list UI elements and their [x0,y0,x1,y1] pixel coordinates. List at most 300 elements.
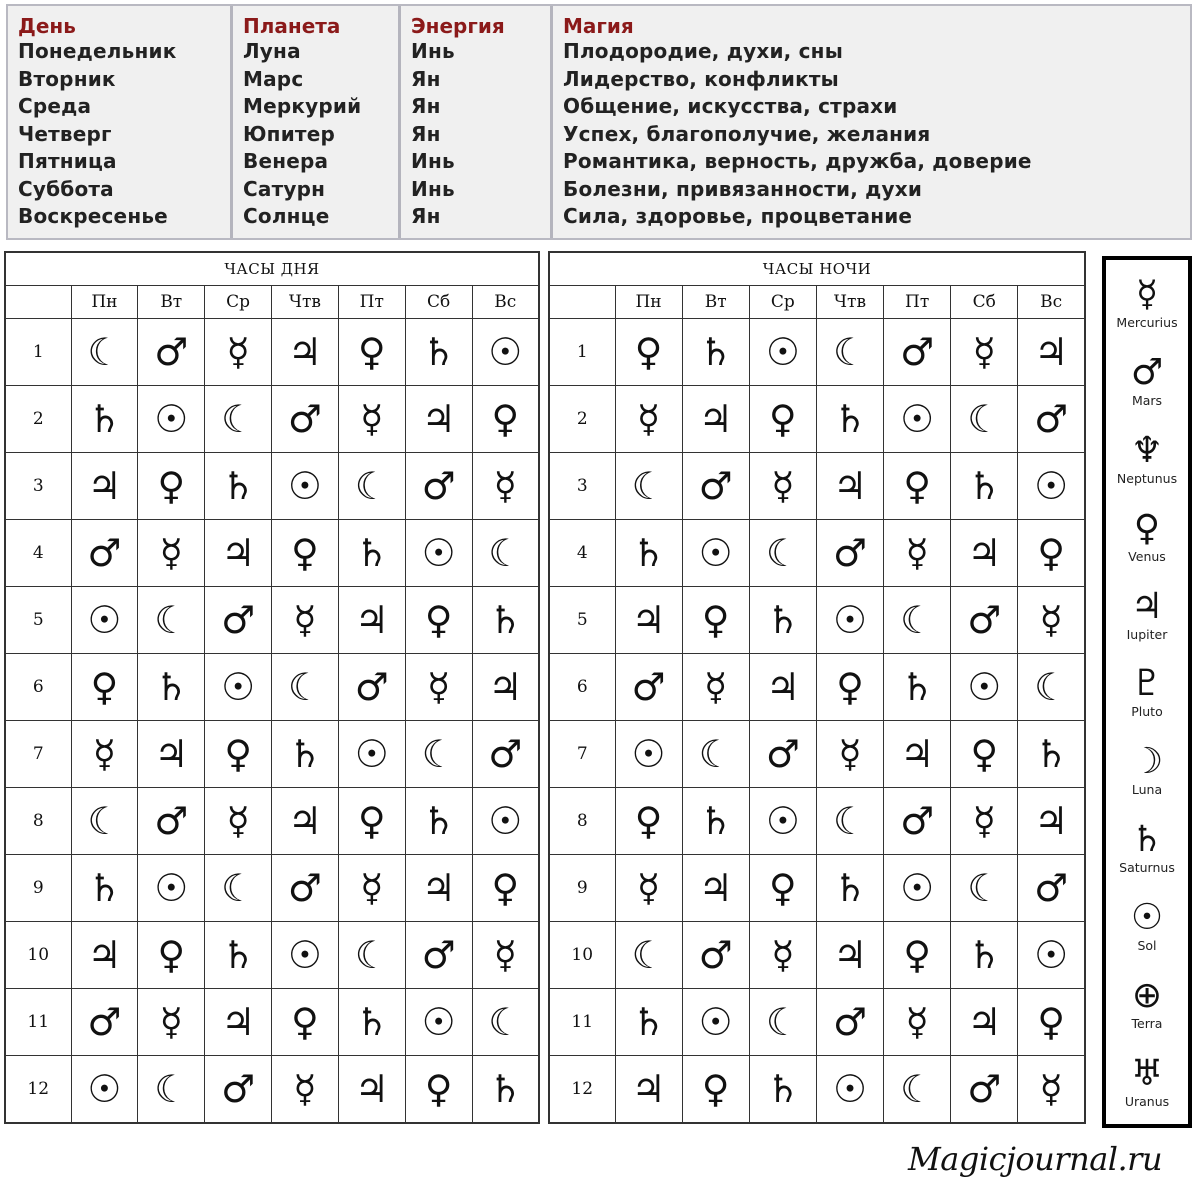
planet-symbol-cell: ♂ [1018,386,1085,453]
hour-number: 4 [5,520,71,587]
planet-column [230,6,398,238]
planet-symbol-cell: ♃ [205,989,272,1056]
weekday-header: Чтв [816,286,883,319]
planet-symbol-legend [1102,256,1192,1128]
planet-symbol-cell: ☉ [472,788,539,855]
planet-symbol-cell: ♀ [884,922,951,989]
planet-symbol-cell: ♄ [951,922,1018,989]
planet-symbol-cell: ☉ [272,922,339,989]
magic-cell: Успех, благополучие, желания [563,121,931,146]
planet-symbol-cell: ☿ [615,855,682,922]
planet-symbol-cell: ☾ [749,520,816,587]
planet-symbol-cell: ♄ [816,386,883,453]
planet-symbol-cell: ♄ [205,922,272,989]
planet-symbol-cell: ♂ [749,721,816,788]
hour-number: 1 [5,319,71,386]
planet-symbol-cell: ☿ [682,654,749,721]
hour-row [549,319,1085,386]
hour-number: 2 [5,386,71,453]
planet-symbol-cell: ☿ [71,721,138,788]
planet-symbol-cell: ☾ [205,386,272,453]
planet-latin-name: Uranus [1124,1093,1170,1109]
planet-symbol-cell: ☾ [884,1056,951,1124]
planet-symbol-cell: ☿ [951,788,1018,855]
planet-symbol-cell: ☉ [405,989,472,1056]
legend-item [1131,353,1163,408]
hour-row [5,453,539,520]
planet-symbol-cell: ☾ [951,386,1018,453]
planet-symbol-icon: ♀ [1133,507,1161,549]
planet-symbol-cell: ♂ [405,453,472,520]
planet-symbol-cell: ♀ [138,922,205,989]
planet-symbol-cell: ♂ [682,453,749,520]
magic-cell: Сила, здоровье, процветание [563,204,913,228]
planet-symbol-cell: ☉ [71,587,138,654]
hour-row [5,587,539,654]
weekday-header: Вс [472,286,539,319]
magic-column [550,6,1190,238]
planet-symbol-cell: ♂ [951,1056,1018,1124]
hour-row [5,855,539,922]
planet-symbol-cell: ☿ [472,453,539,520]
weekday-header: Пн [71,286,138,319]
planet-symbol-cell: ♀ [884,453,951,520]
planet-symbol-cell: ♄ [338,520,405,587]
planet-symbol-cell: ♃ [682,855,749,922]
hour-number: 9 [5,855,71,922]
hour-number: 8 [549,788,615,855]
corner-cell [549,286,615,319]
hour-row [5,922,539,989]
planet-symbol-cell: ☾ [71,319,138,386]
planet-symbol-cell: ♂ [71,989,138,1056]
planet-symbol-cell: ☉ [205,654,272,721]
planet-cell: Юпитер [243,121,335,146]
planet-symbol-cell: ♀ [272,520,339,587]
planet-symbol-cell: ☉ [272,453,339,520]
hour-number: 8 [5,788,71,855]
planet-symbol-cell: ♃ [1018,788,1085,855]
planet-symbol-cell: ♀ [1018,989,1085,1056]
legend-item [1125,1054,1169,1109]
day-cell: Воскресенье [18,204,168,228]
weekday-header: Пт [338,286,405,319]
planet-symbol-cell: ♃ [951,989,1018,1056]
planet-symbol-cell: ☾ [816,319,883,386]
planet-symbol-cell: ♄ [951,453,1018,520]
planet-symbol-cell: ♂ [205,587,272,654]
planet-symbol-cell: ☾ [338,922,405,989]
hour-number: 5 [549,587,615,654]
planet-symbol-cell: ☉ [338,721,405,788]
planet-symbol-cell: ♀ [272,989,339,1056]
planet-symbol-cell: ♃ [682,386,749,453]
hour-row [549,386,1085,453]
hour-number: 9 [549,855,615,922]
planet-symbol-cell: ♄ [615,520,682,587]
planet-latin-name: Luna [1131,782,1163,798]
planet-symbol-cell: ♃ [138,721,205,788]
planet-symbol-cell: ♂ [272,855,339,922]
energy-cell: Инь [411,39,455,63]
planet-latin-name: Terra [1131,1015,1163,1031]
planet-symbol-cell: ♂ [138,788,205,855]
planet-symbol-cell: ☾ [472,989,539,1056]
hour-number: 4 [549,520,615,587]
planet-symbol-icon: ♅ [1130,1052,1164,1094]
planet-symbol-cell: ♀ [138,453,205,520]
planet-symbol-cell: ☾ [138,587,205,654]
planet-symbol-cell: ♄ [272,721,339,788]
hour-number: 3 [549,453,615,520]
hour-row [549,989,1085,1056]
planet-symbol-cell: ♃ [951,520,1018,587]
planet-symbol-cell: ☿ [1018,1056,1085,1124]
planet-symbol-cell: ☾ [816,788,883,855]
planet-symbol-icon: ♆ [1130,430,1164,472]
hour-number: 5 [5,587,71,654]
planet-symbol-cell: ☉ [71,1056,138,1124]
planet-symbol-cell: ♃ [338,1056,405,1124]
planet-symbol-cell: ♄ [138,654,205,721]
planet-latin-name: Pluto [1131,704,1163,720]
planet-symbol-cell: ☉ [682,520,749,587]
planet-symbol-cell: ♀ [682,1056,749,1124]
legend-item [1127,587,1168,642]
planet-symbol-cell: ☉ [884,386,951,453]
hour-number: 11 [549,989,615,1056]
planet-latin-name: Venus [1128,548,1166,564]
planet-symbol-cell: ♄ [338,989,405,1056]
day-cell: Пятница [18,149,117,173]
planet-symbol-cell: ♄ [816,855,883,922]
weekday-header: Ср [205,286,272,319]
planet-symbol-cell: ♀ [615,319,682,386]
planet-symbol-cell: ☿ [405,654,472,721]
hour-number: 2 [549,386,615,453]
hour-number: 1 [549,319,615,386]
weekday-header: Ср [749,286,816,319]
planet-symbol-cell: ♃ [816,922,883,989]
planet-symbol-cell: ♃ [1018,319,1085,386]
planet-latin-name: Mercurius [1116,315,1178,331]
day-cell: Суббота [18,176,114,201]
planet-symbol-cell: ♃ [272,788,339,855]
legend-item [1119,820,1175,875]
planet-symbol-cell: ♂ [405,922,472,989]
hour-number: 6 [549,654,615,721]
planet-symbol-cell: ♂ [816,520,883,587]
planet-symbol-cell: ☿ [884,520,951,587]
hour-row [549,654,1085,721]
planet-symbol-cell: ☾ [205,855,272,922]
planet-symbol-cell: ♄ [682,319,749,386]
planet-symbol-cell: ♃ [405,855,472,922]
planet-symbol-cell: ♀ [338,319,405,386]
planet-symbol-cell: ☉ [884,855,951,922]
planet-symbol-cell: ♄ [472,587,539,654]
planet-symbol-cell: ♂ [272,386,339,453]
hour-row [5,989,539,1056]
day-header: День [18,14,76,38]
hour-row [5,520,539,587]
day-hours-body [5,319,539,1124]
planet-symbol-cell: ♀ [405,1056,472,1124]
planet-symbol-cell: ☾ [682,721,749,788]
planet-symbol-cell: ☉ [816,1056,883,1124]
planet-symbol-cell: ☉ [816,587,883,654]
planet-symbol-cell: ☿ [338,855,405,922]
planet-symbol-cell: ♀ [749,855,816,922]
planet-cell: Меркурий [243,94,362,118]
hour-row [5,319,539,386]
planet-symbol-cell: ☾ [884,587,951,654]
planet-latin-name: Iupiter [1126,626,1168,642]
planet-symbol-cell: ♀ [615,788,682,855]
planet-latin-name: Sol [1137,937,1157,953]
planet-symbol-icon: ☽ [1130,741,1164,783]
planet-symbol-cell: ♃ [749,654,816,721]
planet-symbol-cell: ♂ [138,319,205,386]
planet-symbol-icon: ♂ [1130,352,1164,394]
legend-item [1131,742,1163,797]
planet-symbol-cell: ☿ [472,922,539,989]
hour-row [549,721,1085,788]
planet-symbol-cell: ♀ [472,855,539,922]
planet-symbol-cell: ☉ [951,654,1018,721]
weekday-header: Вс [1018,286,1085,319]
hour-row [549,587,1085,654]
energy-cell: Ян [411,94,441,118]
planet-symbol-cell: ☉ [1018,922,1085,989]
planet-symbol-cell: ☾ [615,453,682,520]
legend-item [1116,275,1177,330]
planet-symbol-cell: ☾ [272,654,339,721]
planet-symbol-cell: ♄ [749,1056,816,1124]
planet-symbol-cell: ☉ [472,319,539,386]
day-hours-table [4,251,540,1124]
planet-symbol-cell: ♄ [405,319,472,386]
weekday-header: Пн [615,286,682,319]
legend-item [1131,898,1163,953]
planet-symbol-cell: ♃ [71,922,138,989]
planet-symbol-cell: ☉ [405,520,472,587]
planet-symbol-icon: ☿ [1135,274,1159,316]
hour-number: 7 [549,721,615,788]
planet-symbol-cell: ☿ [1018,587,1085,654]
night-hours-title: ЧАСЫ НОЧИ [549,252,1085,286]
energy-header: Энергия [411,14,505,38]
planet-symbol-cell: ☿ [615,386,682,453]
planet-symbol-cell: ♀ [1018,520,1085,587]
planet-symbol-cell: ♄ [71,855,138,922]
planet-symbol-cell: ♂ [816,989,883,1056]
planet-symbol-cell: ♂ [1018,855,1085,922]
planet-symbol-cell: ♄ [1018,721,1085,788]
planet-symbol-cell: ♂ [884,788,951,855]
night-hours-table [548,251,1086,1124]
planet-symbol-cell: ♂ [205,1056,272,1124]
weekday-header: Вт [682,286,749,319]
planet-latin-name: Mars [1131,393,1163,409]
planet-cell: Сатурн [243,176,326,201]
planet-symbol-icon: ♇ [1130,663,1164,705]
planet-cell: Солнце [243,204,330,228]
planet-symbol-cell: ♂ [338,654,405,721]
planet-day-table [6,4,1192,240]
planet-symbol-cell: ♄ [205,453,272,520]
hour-number: 12 [549,1056,615,1124]
magic-cell: Общение, искусства, страхи [563,94,898,118]
planet-symbol-cell: ♄ [682,788,749,855]
planet-symbol-cell: ☾ [951,855,1018,922]
planet-symbol-cell: ☿ [205,788,272,855]
planet-symbol-cell: ☾ [1018,654,1085,721]
planet-symbol-cell: ♂ [472,721,539,788]
site-watermark: Magicjournal.ru [908,1140,1163,1178]
hour-row [5,788,539,855]
weekday-header: Вт [138,286,205,319]
planet-symbol-cell: ☿ [749,922,816,989]
planet-symbol-cell: ☾ [472,520,539,587]
planet-symbol-cell: ☉ [138,855,205,922]
energy-column [398,6,550,238]
planet-symbol-cell: ♃ [884,721,951,788]
planet-symbol-cell: ☿ [816,721,883,788]
hour-number: 7 [5,721,71,788]
hour-number: 11 [5,989,71,1056]
magic-header: Магия [563,14,634,38]
day-cell: Среда [18,94,92,118]
planet-symbol-cell: ♄ [472,1056,539,1124]
planet-symbol-cell: ☿ [272,587,339,654]
planet-symbol-cell: ♂ [71,520,138,587]
planet-symbol-cell: ☿ [205,319,272,386]
weekday-header: Сб [405,286,472,319]
planet-symbol-cell: ☾ [138,1056,205,1124]
hour-row [549,922,1085,989]
planet-latin-name: Saturnus [1119,860,1175,876]
hour-row [5,1056,539,1124]
magic-cell: Плодородие, духи, сны [563,39,843,63]
planet-symbol-cell: ♀ [951,721,1018,788]
planet-symbol-cell: ♀ [405,587,472,654]
legend-item [1117,431,1177,486]
planet-latin-name: Neptunus [1116,471,1178,487]
planet-symbol-cell: ☉ [1018,453,1085,520]
planet-cell: Марс [243,66,304,91]
planet-symbol-cell: ♃ [405,386,472,453]
day-cell: Вторник [18,66,116,91]
energy-cell: Ян [411,66,441,91]
planet-symbol-cell: ♂ [884,319,951,386]
hour-row [5,654,539,721]
hour-row [549,520,1085,587]
planet-symbol-cell: ☾ [71,788,138,855]
planet-symbol-cell: ☉ [138,386,205,453]
planet-symbol-cell: ♃ [272,319,339,386]
hour-row [5,386,539,453]
planet-symbol-cell: ♀ [472,386,539,453]
planet-symbol-cell: ☉ [749,319,816,386]
planet-symbol-cell: ♀ [816,654,883,721]
planet-symbol-cell: ♃ [71,453,138,520]
planet-symbol-cell: ☉ [749,788,816,855]
planet-symbol-cell: ♄ [749,587,816,654]
planet-symbol-cell: ☾ [749,989,816,1056]
legend-item [1132,976,1163,1031]
energy-cell: Ян [411,204,441,228]
legend-item [1128,509,1166,564]
magic-cell: Лидерство, конфликты [563,66,839,91]
planet-symbol-cell: ♃ [205,520,272,587]
planet-symbol-cell: ♀ [338,788,405,855]
day-hours-title: ЧАСЫ ДНЯ [5,252,539,286]
planet-cell: Луна [243,39,301,63]
planet-symbol-cell: ♄ [884,654,951,721]
planet-symbol-cell: ♃ [472,654,539,721]
planet-symbol-cell: ♂ [615,654,682,721]
planet-symbol-cell: ☿ [338,386,405,453]
planet-symbol-cell: ♀ [205,721,272,788]
magic-cell: Болезни, привязанности, духи [563,176,923,201]
planet-header: Планета [243,14,341,38]
hour-row [549,453,1085,520]
planet-symbol-cell: ☉ [615,721,682,788]
corner-cell [5,286,71,319]
planet-symbol-cell: ♄ [71,386,138,453]
planet-symbol-cell: ♃ [338,587,405,654]
planet-symbol-cell: ♄ [405,788,472,855]
planet-symbol-cell: ♄ [615,989,682,1056]
planet-symbol-cell: ♃ [816,453,883,520]
planet-symbol-cell: ☿ [138,989,205,1056]
hour-number: 3 [5,453,71,520]
planet-symbol-cell: ☾ [405,721,472,788]
day-cell: Понедельник [18,39,177,63]
planet-symbol-cell: ♃ [615,1056,682,1124]
planet-symbol-icon: ♃ [1130,585,1164,627]
planet-symbol-cell: ♂ [951,587,1018,654]
planet-symbol-cell: ♀ [749,386,816,453]
planet-symbol-icon: ☉ [1130,896,1164,938]
energy-cell: Инь [411,149,455,173]
hour-number: 10 [549,922,615,989]
planet-symbol-cell: ♃ [615,587,682,654]
weekday-header: Чтв [272,286,339,319]
weekday-header: Пт [884,286,951,319]
planet-symbol-cell: ☾ [338,453,405,520]
planet-cell: Венера [243,149,329,173]
planet-symbol-cell: ☿ [884,989,951,1056]
planet-symbol-cell: ☿ [272,1056,339,1124]
hour-row [549,855,1085,922]
planet-symbol-cell: ♀ [71,654,138,721]
planet-symbol-icon: ⊕ [1131,974,1163,1016]
planet-symbol-cell: ☿ [749,453,816,520]
planet-symbol-cell: ☉ [682,989,749,1056]
legend-item [1131,664,1163,719]
energy-cell: Инь [411,176,455,201]
hour-row [549,1056,1085,1124]
hour-row [549,788,1085,855]
day-cell: Четверг [18,121,112,146]
hour-number: 10 [5,922,71,989]
planet-symbol-cell: ♂ [682,922,749,989]
day-column [8,6,230,238]
planet-symbol-icon: ♄ [1130,819,1164,861]
magic-cell: Романтика, верность, дружба, доверие [563,149,1032,173]
